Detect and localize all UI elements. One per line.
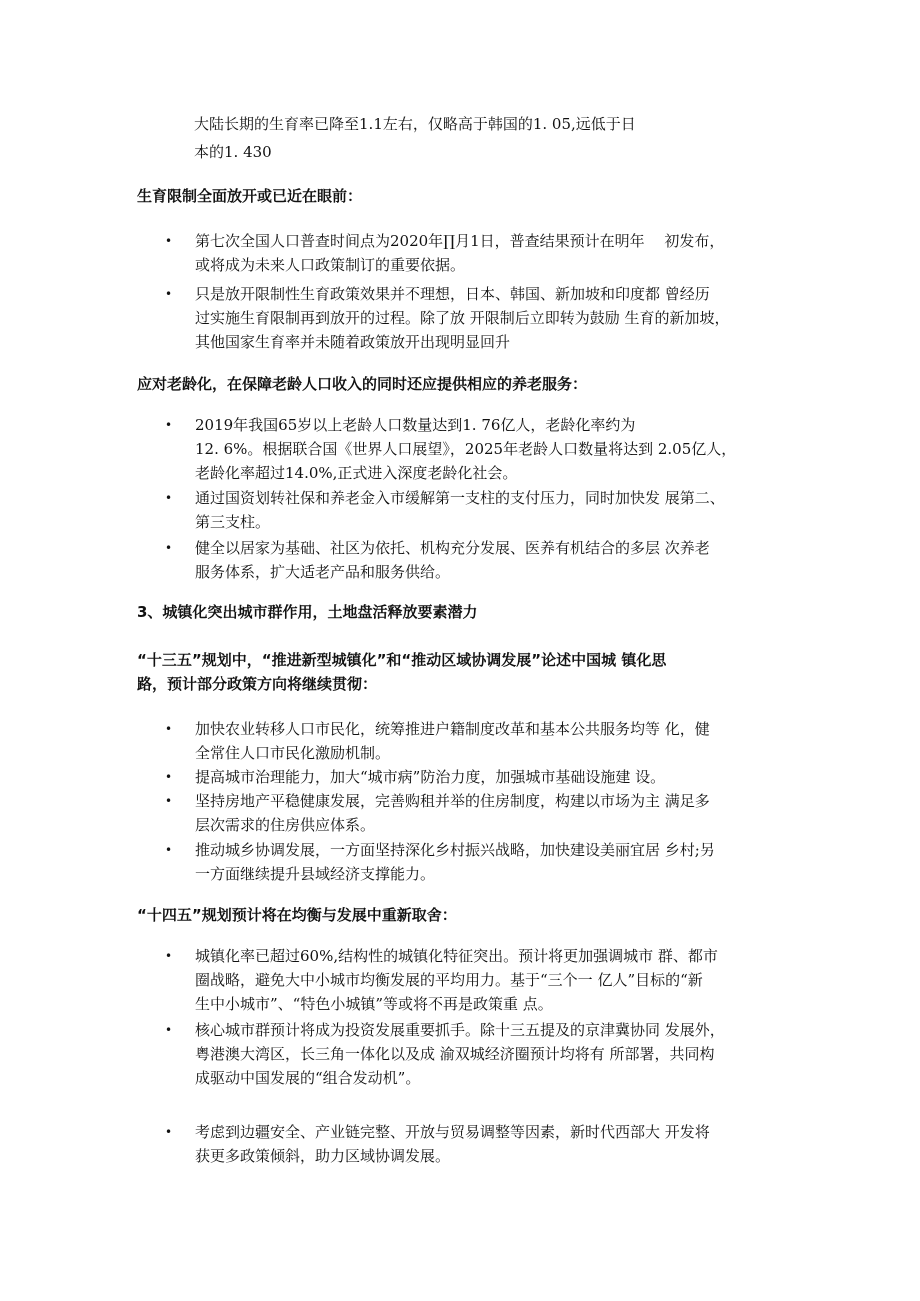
bullet-icon: •: [165, 949, 173, 963]
text-line: 服务体系，扩大适老产品和服务供给。: [195, 563, 451, 581]
section-heading-14th-plan: “十四五”规划预计将在均衡与发展中重新取舍：: [137, 906, 457, 924]
intro-line: 大陆长期的生育率已降至1.1左右，仅略高于韩国的1. 05,远低于日: [194, 115, 636, 133]
intro-line: 本的1. 430: [194, 143, 272, 161]
text-line: 生中小城市”、“特色小城镇”等或将不再是政策重 点。: [195, 995, 553, 1013]
text-line: 核心城市群预计将成为投资发展重要抓手。除十三五提及的京津冀协同 发展外，: [195, 1021, 725, 1039]
bullet-icon: •: [165, 722, 173, 736]
bullet-list-13th-plan: [165, 717, 805, 886]
text-line: 第七次全国人口普查时间点为2020年∏月1日，普查结果预计在明年 初发布，: [195, 232, 725, 250]
list-item-text: [195, 944, 805, 1016]
text-line: 全常住人口市民化激励机制。: [195, 744, 391, 762]
list-item: [165, 717, 805, 765]
text-line: 第三支柱。: [195, 513, 271, 531]
list-item: [165, 536, 805, 584]
list-item-text: [195, 536, 805, 584]
list-item-text: [195, 486, 805, 534]
list-item: [165, 282, 805, 354]
section-heading-13th-plan-line1: “十三五”规划中，“推进新型城镇化”和“推动区域协调发展”论述中国城 镇化思: [137, 651, 667, 669]
text-line: 2019年我国65岁以上老龄人口数量达到1. 76亿人，老龄化率约为: [195, 416, 636, 434]
text-line: 老龄化率超过14.0%,正式进入深度老龄化社会。: [195, 464, 518, 482]
bullet-icon: •: [165, 491, 173, 505]
text-line: 加快农业转移人口市民化，统筹推进户籍制度改革和基本公共服务均等 化，健: [195, 720, 710, 738]
list-item-text: [195, 765, 805, 789]
text-line: 层次需求的住房供应体系。: [195, 816, 376, 834]
text-line: 推动城乡协调发展，一方面坚持深化乡村振兴战略，加快建设美丽宜居 乡村;另: [195, 841, 715, 859]
list-item: [165, 413, 805, 485]
list-item-text: [195, 1018, 805, 1090]
list-item-text: [195, 282, 805, 354]
bullet-list-aging: [165, 413, 805, 584]
section-heading-urbanization: 3、城镇化突出城市群作用，土地盘活释放要素潜力: [137, 603, 478, 621]
bullet-list-fertility: [165, 229, 805, 354]
text-line: 考虑到边疆安全、产业链完整、开放与贸易调整等因素，新时代西部大 开发将: [195, 1123, 710, 1141]
bullet-icon: •: [165, 418, 173, 432]
list-item: [165, 486, 805, 534]
text-line: 12. 6%。根据联合国《世界人口展望》，2025年老龄人口数量将达到 2.05亿人，: [195, 440, 737, 458]
list-item: [165, 765, 805, 789]
text-line: 只是放开限制性生育政策效果并不理想，日本、韩国、新加坡和印度都 曾经历: [195, 285, 710, 303]
bullet-icon: •: [165, 794, 173, 808]
list-item-text: [195, 1120, 805, 1168]
list-item-text: [195, 838, 805, 886]
text-line: 城镇化率已超过60%,结构性的城镇化特征突出。预计将更加强调城市 群、都市: [195, 947, 718, 965]
intro-paragraph: [194, 110, 754, 166]
list-item: [165, 944, 805, 1016]
list-item: [165, 1120, 805, 1168]
text-line: 圈战略，避免大中小城市均衡发展的平均用力。基于“三个一 亿人”目标的“新: [195, 971, 703, 989]
list-item: [165, 789, 805, 837]
bullet-icon: •: [165, 234, 173, 248]
bullet-list-14th-plan: [165, 944, 805, 1168]
text-line: 获更多政策倾斜，助力区域协调发展。: [195, 1147, 451, 1165]
list-item-text: [195, 789, 805, 837]
list-item: [165, 838, 805, 886]
bullet-icon: •: [165, 1023, 173, 1037]
text-line: 一方面继续提升县域经济支撑能力。: [195, 865, 436, 883]
bullet-icon: •: [165, 287, 173, 301]
list-item-text: [195, 717, 805, 765]
bullet-icon: •: [165, 770, 173, 784]
text-line: 提高城市治理能力，加大“城市病”防治力度，加强城市基础设施建 设。: [195, 768, 666, 786]
text-line: 粤港澳大湾区，长三角一体化以及成 渝双城经济圈预计均将有 所部署，共同构: [195, 1045, 715, 1063]
section-heading-fertility: 生育限制全面放开或已近在眼前：: [137, 187, 363, 205]
text-line: 过实施生育限制再到放开的过程。除了放 开限制后立即转为鼓励 生育的新加坡，: [195, 309, 730, 327]
list-item-text: [195, 229, 805, 277]
list-item-text: [195, 413, 805, 485]
section-heading-13th-plan-line2: 路，预计部分政策方向将继续贯彻：: [137, 675, 378, 693]
bullet-icon: •: [165, 541, 173, 555]
text-line: 坚持房地产平稳健康发展，完善购租并举的住房制度，构建以市场为主 满足多: [195, 792, 710, 810]
bullet-icon: •: [165, 843, 173, 857]
text-line: 健全以居家为基础、社区为依托、机构充分发展、医养有机结合的多层 次养老: [195, 539, 710, 557]
bullet-icon: •: [165, 1125, 173, 1139]
text-line: 或将成为未来人口政策制订的重要依据。: [195, 256, 466, 274]
list-item: [165, 229, 805, 277]
list-item: [165, 1018, 805, 1090]
text-line: 通过国资划转社保和养老金入市缓解第一支柱的支付压力，同时加快发 展第二、: [195, 489, 725, 507]
text-line: 成驱动中国发展的“组合发动机”。: [195, 1069, 421, 1087]
section-heading-aging: 应对老龄化，在保障老龄人口收入的同时还应提供相应的养老服务：: [137, 375, 588, 393]
text-line: 其他国家生育率并未随着政策放开出现明显回升: [195, 333, 511, 351]
